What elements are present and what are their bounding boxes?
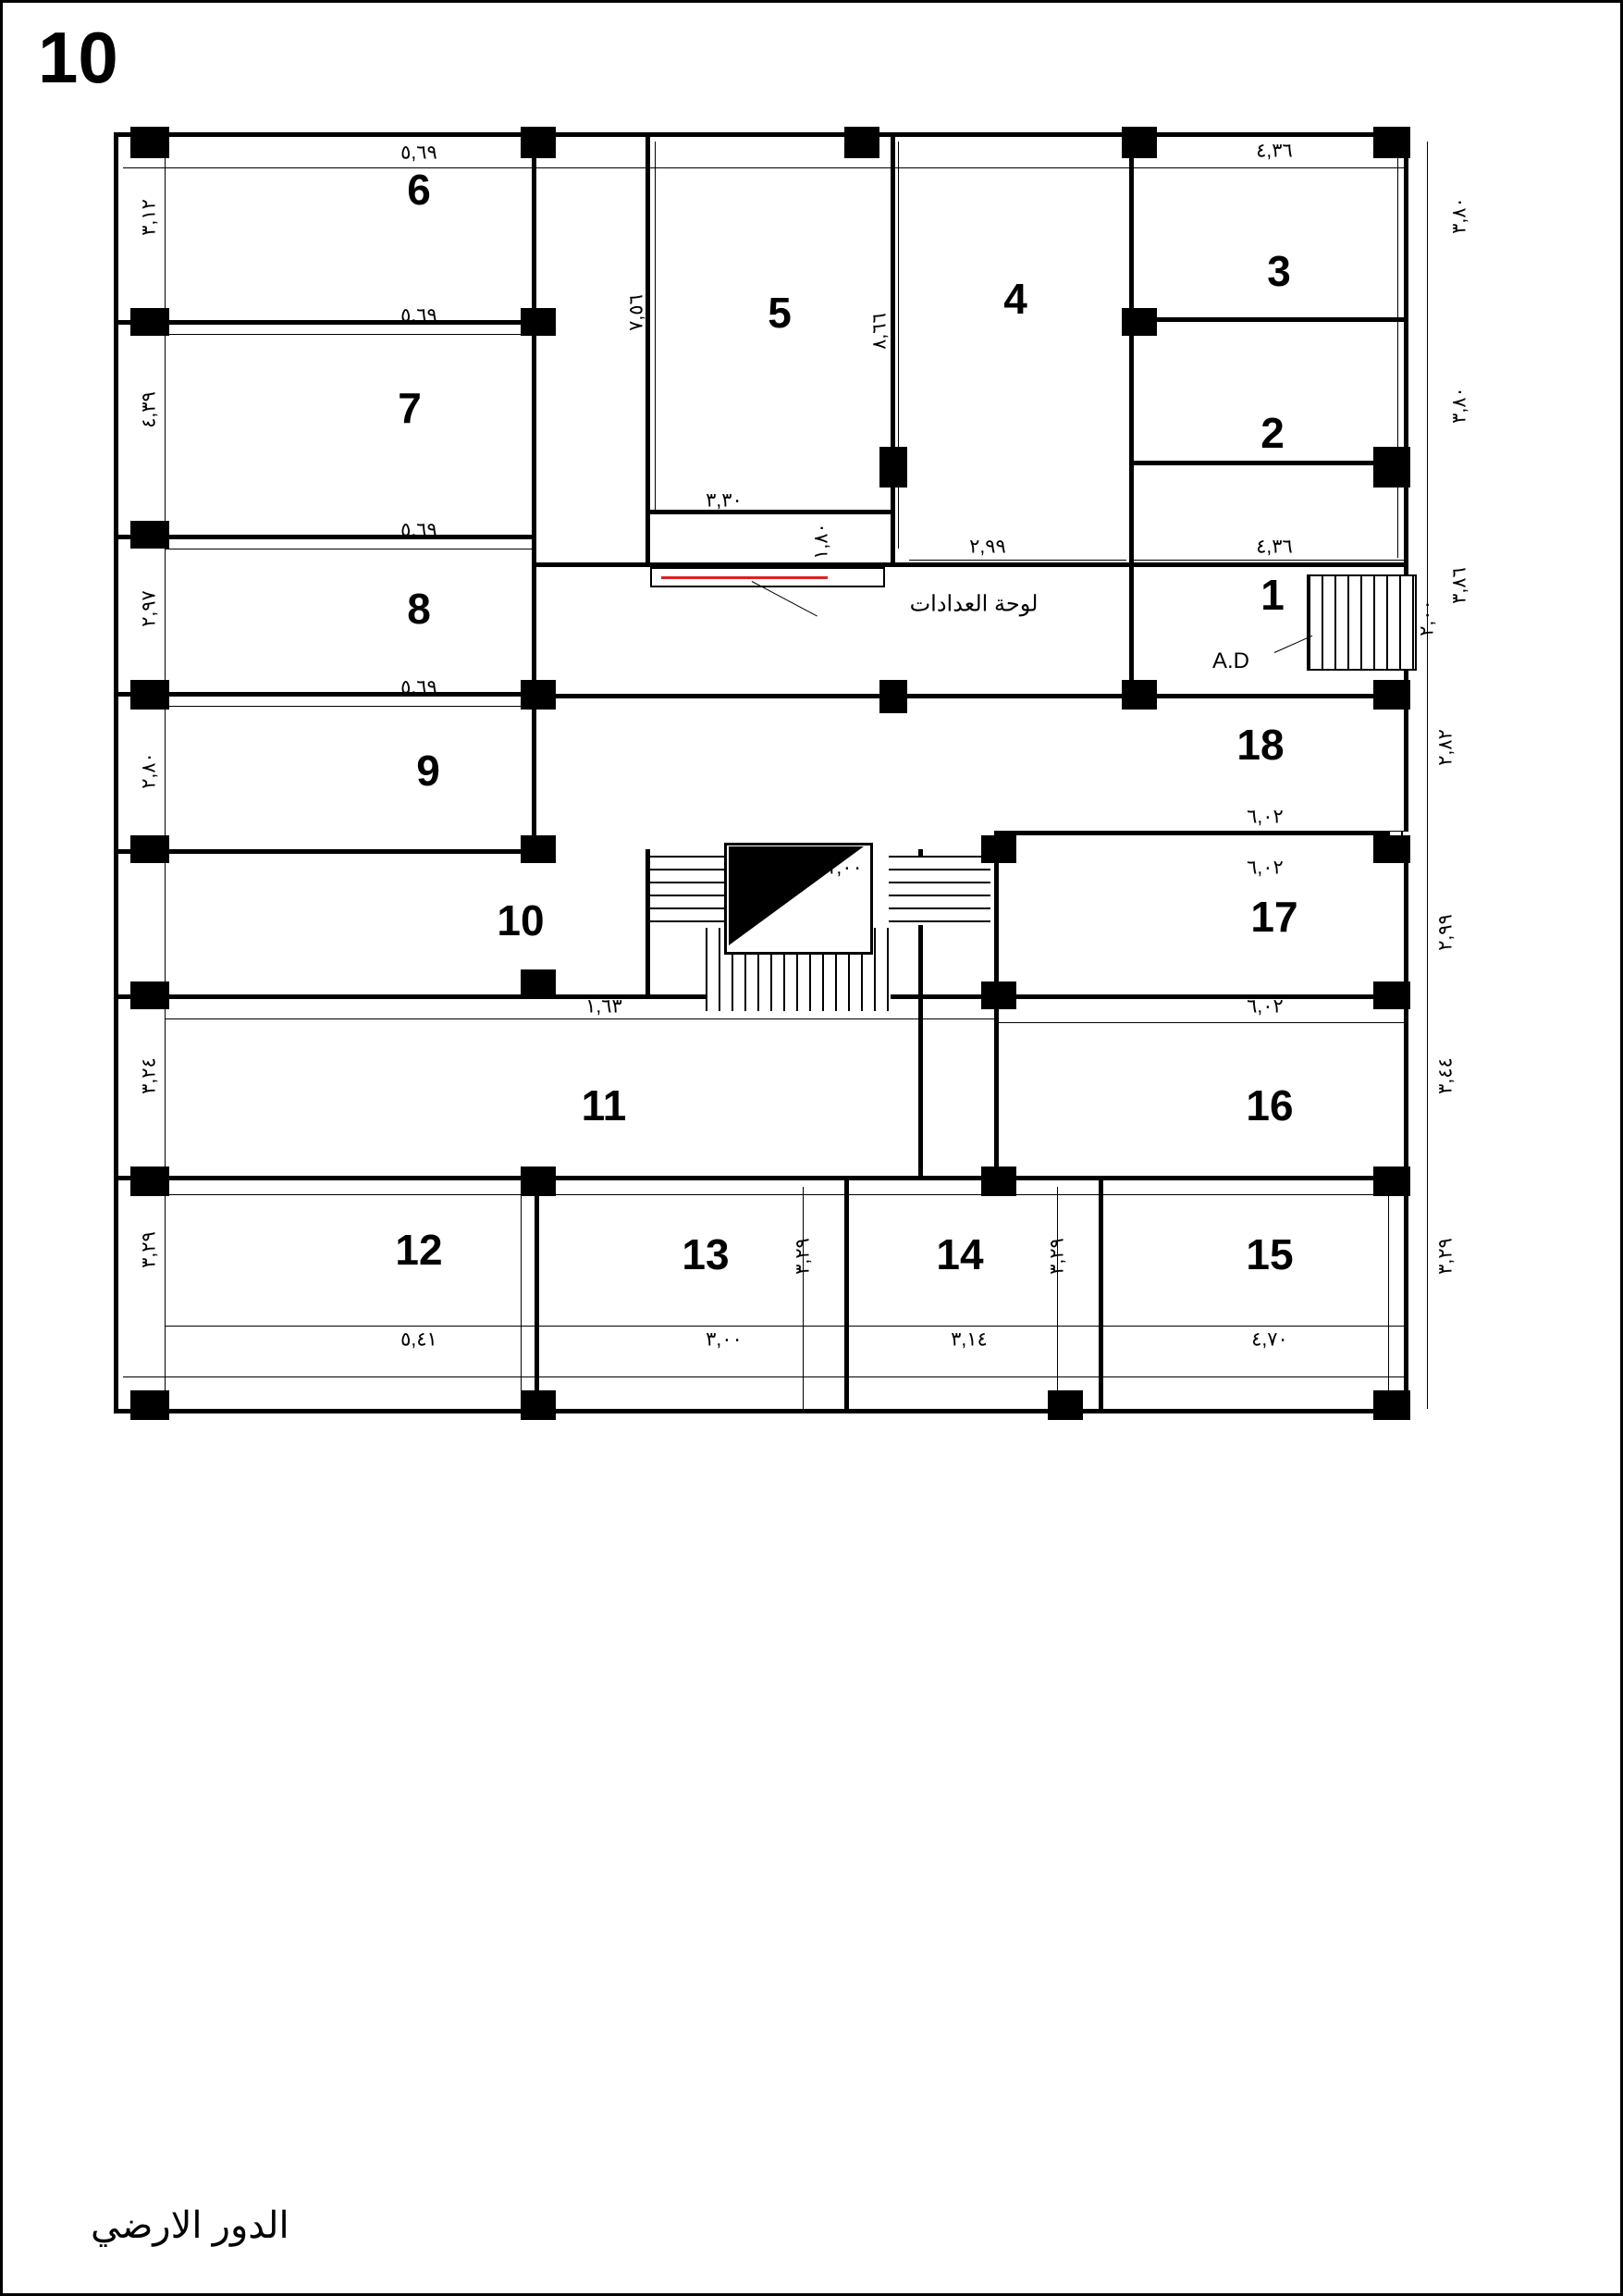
room-number-17: 17 [1250,893,1298,941]
wall-5-right [891,132,895,565]
column [521,835,556,863]
wall-between-2-1 [1131,461,1408,465]
room-number-15: 15 [1246,1230,1294,1278]
dimline-8-9 [165,706,535,707]
ad-shaft-hatch [1307,574,1417,671]
dimension-label: ٣,٤٤ [1434,1057,1457,1094]
dimline-lower-inner [165,1194,1404,1195]
column [130,835,169,863]
dim-line-right [1427,142,1428,1409]
dimension-label: ٤,٣٦ [1256,536,1293,558]
wall-between-8-9 [114,692,535,697]
dimension-label: ٣,٣٠ [706,489,743,512]
column [130,981,169,1009]
dimline-5-bottom [646,513,891,514]
wall-14-15 [1099,1176,1103,1413]
wall-5-left [646,132,650,565]
wall-between-6-7 [114,320,535,325]
column [1373,835,1410,863]
column [879,447,907,488]
column [130,521,169,549]
ad-shaft-label: A.D [1211,648,1250,673]
column [1122,680,1157,710]
dimline-5-left [655,142,656,512]
dim-line-bottom [123,1376,1404,1377]
wall-exterior-bottom [114,1409,1408,1413]
wall-between-9-10 [114,849,535,854]
column [130,1390,169,1420]
column [1373,680,1410,710]
dimension-label: ٣,٨٠ [1448,197,1470,234]
room-number-6: 6 [407,166,431,214]
column [130,127,169,158]
column [130,308,169,336]
room-number-13: 13 [682,1230,730,1278]
column [130,680,169,710]
dimline-13-right [803,1187,804,1409]
dimension-label: ٣,٢٤ [138,1057,160,1094]
dimension-label: ٢,٨٠ [138,752,160,789]
dimension-label: ٧,٥٦ [625,294,647,331]
dimension-label: ٣,٢٩ [1046,1238,1068,1275]
dimension-label: ٣,٢٩ [792,1238,814,1275]
dimension-label: ٣,٢٩ [138,1231,160,1268]
dimension-label: ٦,٠٢ [1247,857,1284,879]
room-number-8: 8 [407,585,431,633]
column [521,1167,556,1196]
dimension-label: ١,٠٠ [826,857,863,879]
dimension-label: ٦,٠٢ [1247,995,1284,1018]
column [1122,127,1157,158]
column [130,1167,169,1196]
dimension-label: ٨,٦٦ [868,313,891,350]
dimension-label: ٣,٨٦ [1448,567,1470,604]
dimension-label: ٣,١٤ [951,1328,988,1351]
room-number-12: 12 [395,1226,443,1274]
dimline-lower [165,1326,1404,1327]
dimension-label: ٢,٩٩ [969,536,1006,558]
column [1122,308,1157,336]
dimline-15-right [1388,1187,1389,1409]
sheet-number: 10 [38,17,118,98]
wall-between-7-8 [114,535,535,539]
stair-treads-right [889,856,990,925]
dimension-label: ٥,٦٩ [400,519,437,541]
dimension-label: ٣,١٢ [138,199,160,236]
dimline-17 [997,1022,1408,1023]
column [1373,447,1410,488]
dimline-10-11 [165,1018,997,1019]
wall-between-11-lower [114,1176,1408,1180]
wall-corridor-bottom [535,694,1408,698]
dimension-label: ٢,٩٧ [138,590,160,627]
meter-panel-highlight [661,576,828,579]
dimension-label: ٢,٩٩ [1434,914,1457,951]
floor-plan-drawing [114,132,1538,2158]
column [1373,981,1410,1009]
column [521,1390,556,1420]
wall-13-14 [844,1176,849,1413]
column [521,969,556,997]
dimline-right-rooms [1397,142,1398,558]
dimension-label: ٢,٨٢ [1434,729,1457,766]
column [981,835,1016,863]
room-number-10: 10 [497,896,545,944]
column [1373,1390,1410,1420]
room-number-1: 1 [1260,571,1285,619]
dimension-label: ٦,٠٢ [1247,806,1284,828]
room-number-5: 5 [768,289,792,337]
dimline-3-top [1131,167,1408,168]
column [1373,1167,1410,1196]
column [1373,127,1410,158]
dimension-label: ٣,٠٠ [706,1328,743,1351]
dimension-label: ٢,٠٠ [1416,599,1438,636]
dimension-label: ١,٦٣ [585,995,622,1018]
dimline-6-7 [165,334,535,335]
room-number-3: 3 [1267,247,1291,295]
dimension-label: ٣,٢٩ [1434,1238,1457,1275]
room-number-11: 11 [581,1081,627,1129]
wall-exterior-right [1404,132,1408,1413]
dimline-12-right [521,1187,522,1409]
dimline-4-bottom [909,560,1126,561]
dimension-label: ٤,٣٩ [138,391,160,428]
stair-treads-left [650,856,724,925]
column [981,981,1016,1009]
room-number-16: 16 [1246,1081,1294,1129]
room-number-9: 9 [416,747,440,795]
dimension-label: ٥,٦٩ [400,304,437,327]
room-number-14: 14 [936,1230,984,1278]
room-number-2: 2 [1260,409,1285,457]
dimension-label: ٤,٣٦ [1256,140,1293,162]
column [844,127,879,158]
room-number-4: 4 [1003,275,1027,323]
column [521,680,556,710]
wall-top-18 [997,831,1408,835]
dimension-label: ٥,٦٩ [400,142,437,164]
room-number-7: 7 [398,384,422,432]
column [521,308,556,336]
dimension-label: ١,٨٠ [810,523,832,560]
wall-left-block-right [532,132,536,854]
wall-exterior-top [114,132,1408,137]
meter-panel-label: لوحة العدادات [909,591,1039,617]
column [981,1167,1016,1196]
wall-4-right [1129,132,1134,697]
wall-18-17 [997,994,1408,999]
dimension-label: ٥,٦٩ [400,676,437,698]
sheet-title: الدور الارضي [91,2205,289,2246]
dimension-label: ٥,٤١ [400,1328,437,1351]
dimline-4-left [898,142,899,549]
column [879,680,907,713]
dimline-1-bottom [1131,560,1404,561]
dimline-14-right [1057,1187,1058,1409]
column [521,127,556,158]
column [1048,1390,1083,1420]
wall-between-3-2 [1131,317,1408,322]
wall-12-13 [535,1176,539,1413]
room-number-18: 18 [1236,721,1285,769]
dimension-label: ٤,٧٠ [1251,1328,1288,1351]
dimension-label: ٣,٨٠ [1448,387,1470,424]
